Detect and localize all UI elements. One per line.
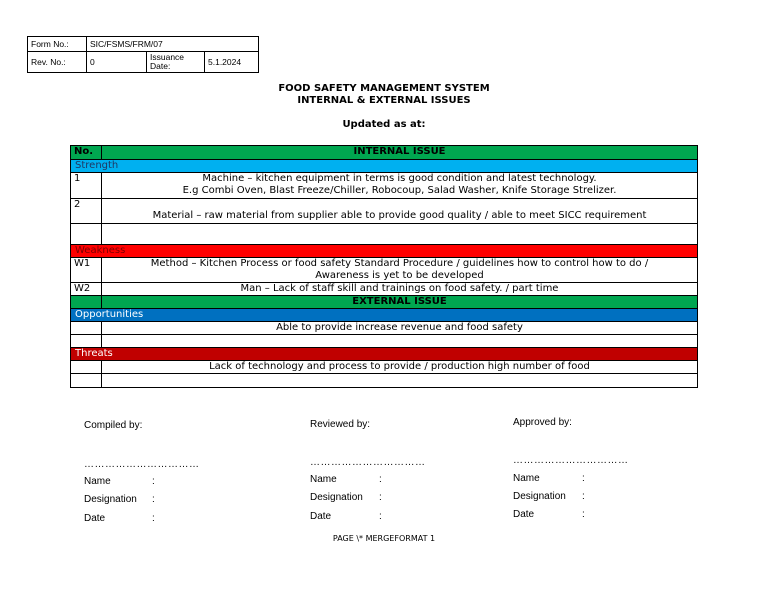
table-row (71, 199, 697, 224)
s1-line1: Machine – kitchen equipment in terms is good condition and latest technology. (202, 173, 597, 184)
colon: : (379, 474, 382, 485)
page-footer: PAGE \* MERGEFORMAT 1 (332, 534, 436, 543)
updated-as-at: Updated as at: (342, 119, 426, 130)
table-row (71, 361, 697, 374)
reviewed-signature-line: …………………………… (310, 457, 426, 468)
row-no: W2 (71, 283, 102, 295)
empty-row (71, 224, 697, 245)
s1-line2: E.g Combi Oven, Blast Freeze/Chiller, Robocoup, Salad Washer, Knife Storage Strelizer. (182, 184, 617, 196)
compiled-date-label: Date (84, 513, 106, 524)
table-row (71, 173, 697, 199)
w1-line1: Method – Kitchen Process or food safety Standard Procedure / guidelines how to control how to do / (150, 258, 649, 269)
row-text: Lack of technology and process to provide / production high number of food (209, 361, 590, 372)
colon: : (152, 494, 155, 505)
compiled-name-label: Name (84, 476, 111, 487)
reviewed-name-label: Name (310, 474, 337, 485)
form-info-table (27, 36, 259, 73)
rev-no-value: 0 (87, 52, 147, 73)
row-text: Man – Lack of staff skill and trainings on food safety. / part time (240, 283, 559, 294)
approved-designation-label: Designation (513, 491, 566, 502)
row-text: Material – raw material from supplier able to provide good quality / able to meet SICC requirement (152, 210, 647, 221)
approved-by-label: Approved by: (513, 417, 572, 428)
document-subtitle: INTERNAL & EXTERNAL ISSUES (297, 95, 471, 106)
opportunities-band: Opportunities (71, 309, 697, 322)
document-title: FOOD SAFETY MANAGEMENT SYSTEM (278, 83, 490, 94)
row-text (102, 258, 697, 282)
issuance-date-value: 5.1.2024 (205, 52, 259, 73)
compiled-signature-line: …………………………… (84, 459, 200, 470)
external-issue-header: EXTERNAL ISSUE (352, 296, 447, 307)
reviewed-by-label: Reviewed by: (310, 419, 371, 430)
row-text: Able to provide increase revenue and food safety (276, 322, 523, 333)
compiled-designation-label: Designation (84, 494, 137, 505)
colon: : (582, 491, 585, 502)
rev-no-label: Rev. No.: (28, 52, 87, 73)
external-header-row (71, 296, 697, 309)
internal-issue-header: INTERNAL ISSUE (353, 146, 446, 157)
approved-name-label: Name (513, 473, 540, 484)
approved-signature-line: …………………………… (513, 455, 629, 466)
weakness-band: Weakness (71, 245, 697, 258)
reviewed-date-label: Date (310, 511, 332, 522)
row-no: W1 (71, 258, 102, 282)
colon: : (152, 513, 155, 524)
empty-row (71, 335, 697, 348)
table-row (71, 283, 697, 296)
issuance-date-label: Issuance Date: (147, 52, 205, 73)
row-no: 2 (71, 199, 102, 223)
form-no-value: SIC/FSMS/FRM/07 (87, 37, 259, 52)
threats-band: Threats (71, 348, 697, 361)
compiled-by-label: Compiled by: (84, 420, 143, 431)
no-header: No. (71, 146, 102, 159)
strength-band: Strength (71, 160, 697, 173)
table-row (71, 322, 697, 335)
colon: : (379, 492, 382, 503)
colon: : (582, 473, 585, 484)
form-no-label: Form No.: (28, 37, 87, 52)
colon: : (152, 476, 155, 487)
internal-header-row (71, 146, 697, 160)
approved-date-label: Date (513, 509, 535, 520)
colon: : (379, 511, 382, 522)
row-no: 1 (71, 173, 102, 198)
w1-line2: Awareness is yet to be developed (315, 269, 484, 281)
empty-row (71, 374, 697, 387)
issues-table (70, 145, 698, 388)
row-text (102, 173, 697, 198)
reviewed-designation-label: Designation (310, 492, 363, 503)
table-row (71, 258, 697, 283)
colon: : (582, 509, 585, 520)
